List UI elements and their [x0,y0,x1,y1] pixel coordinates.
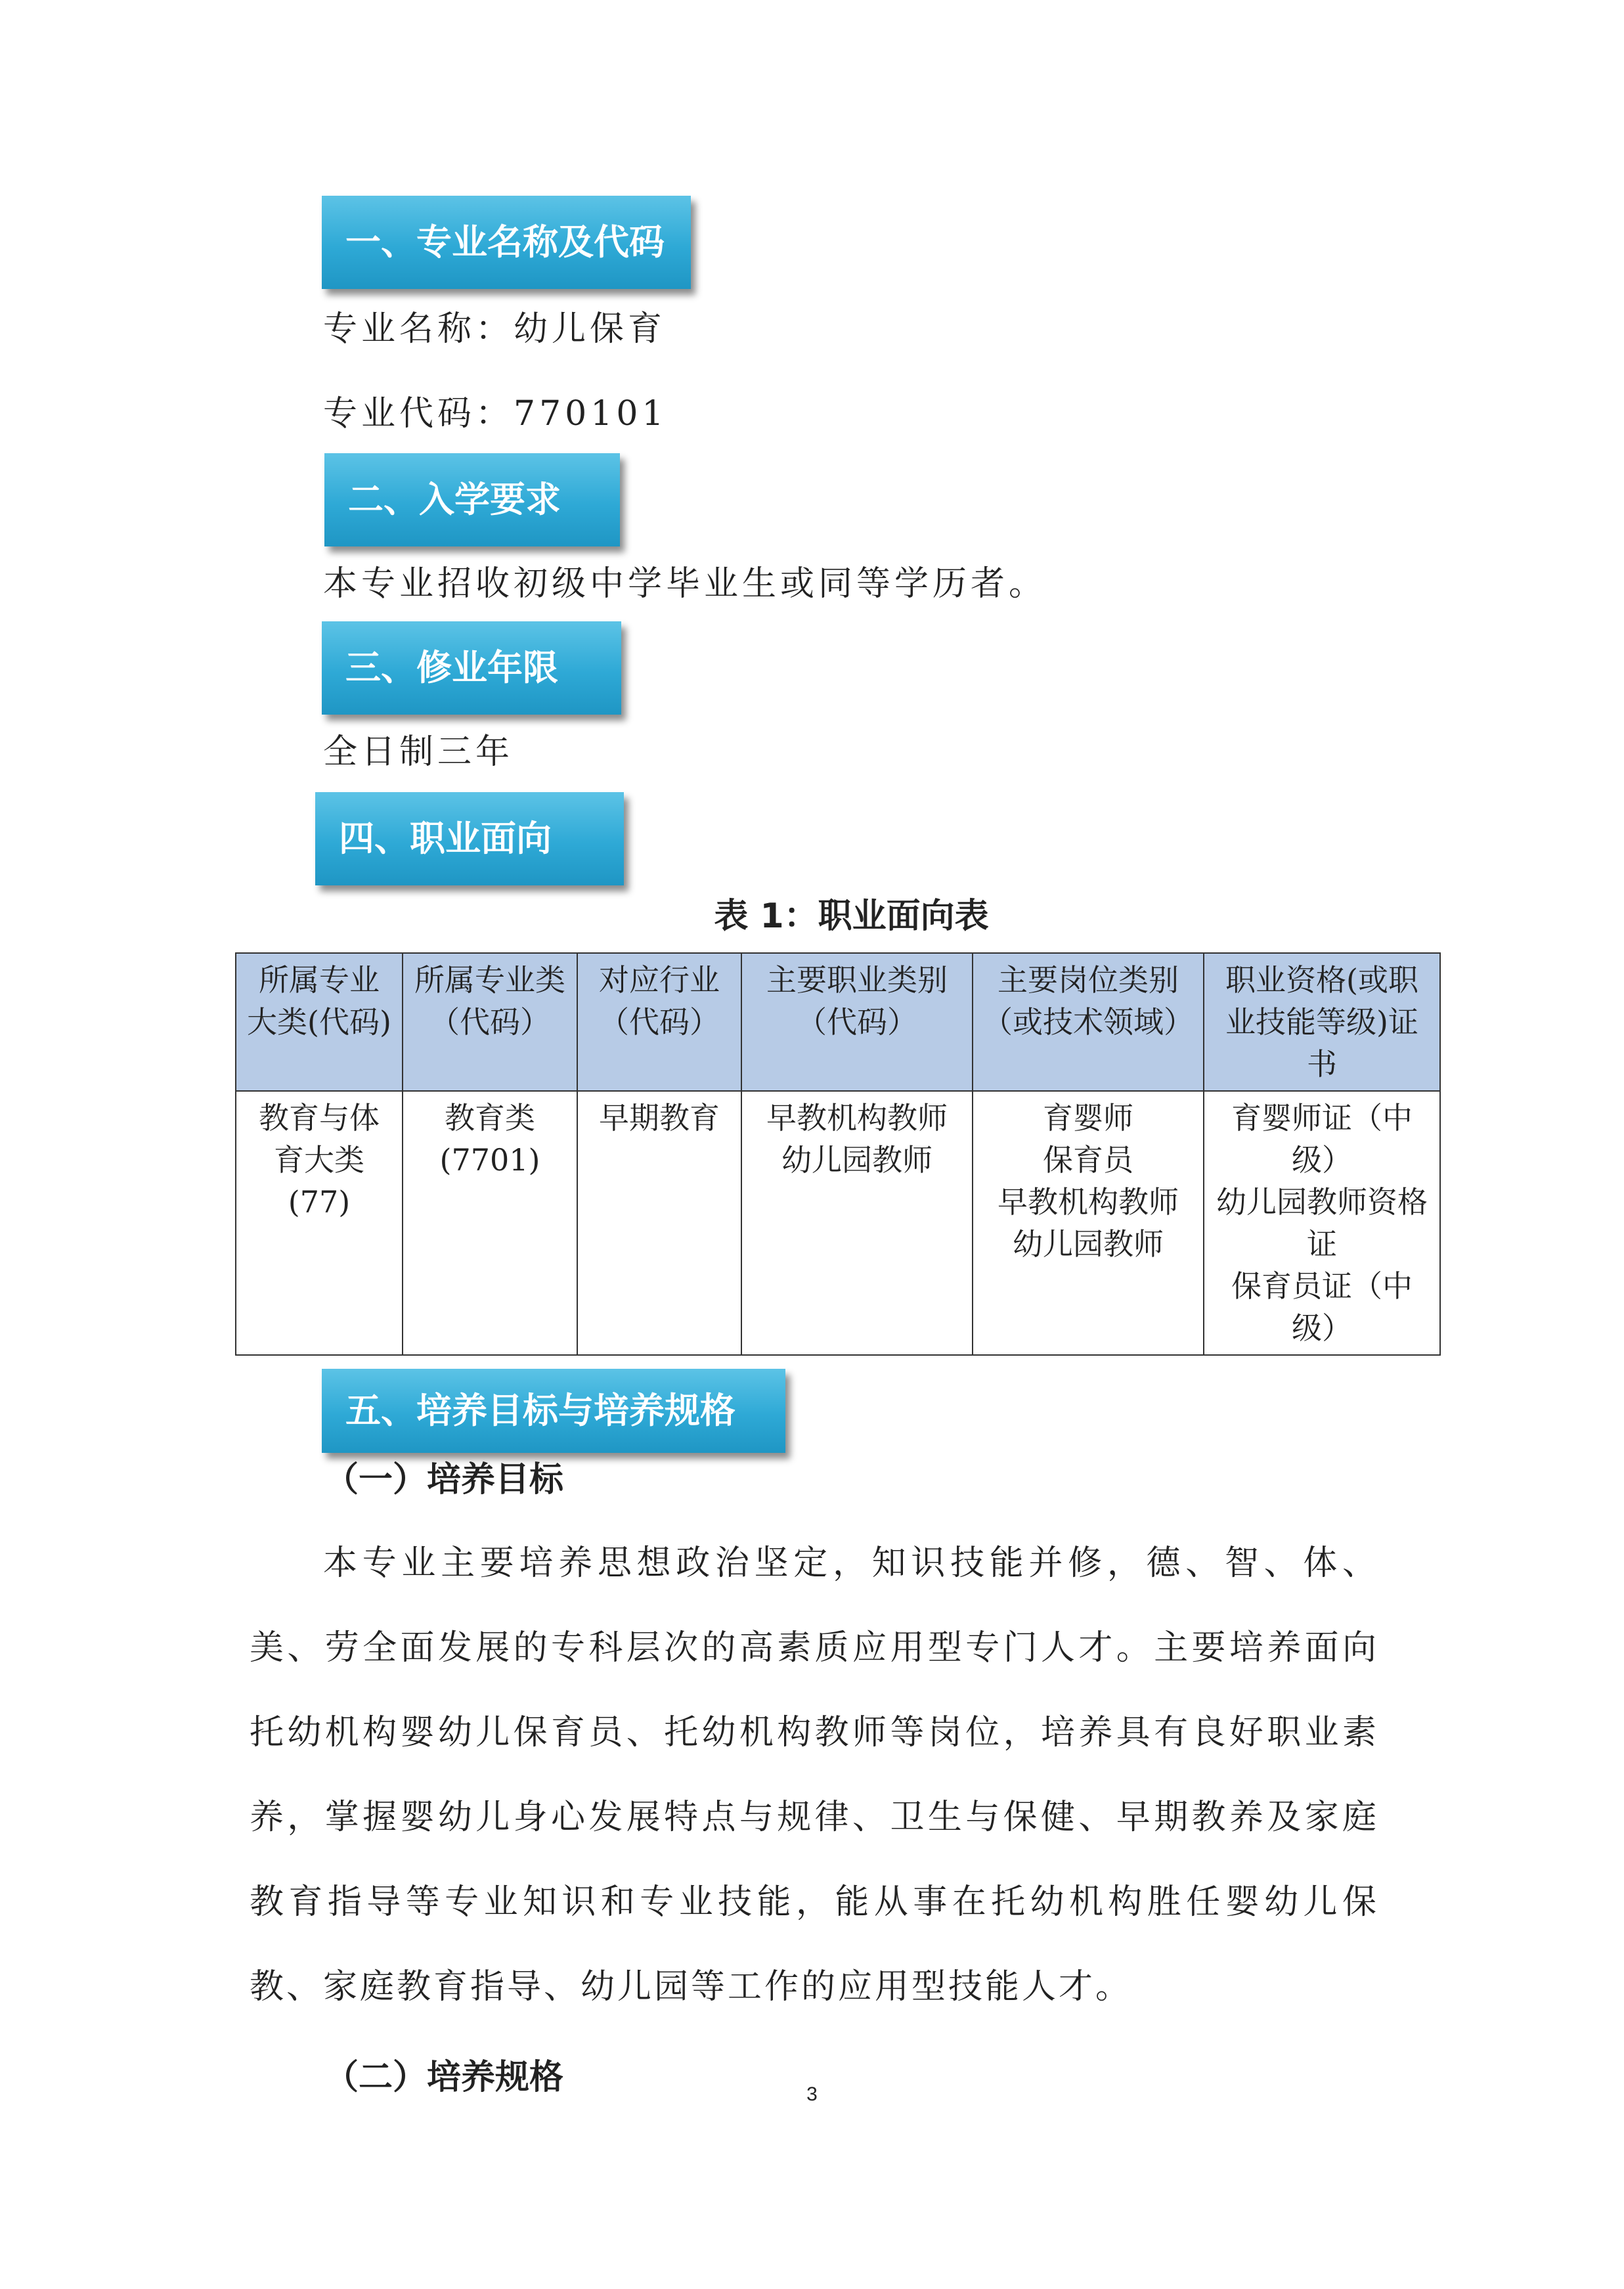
cell-line: (7701) [439,1142,540,1178]
cell-line: 幼儿园教师 [1013,1226,1164,1262]
section-heading-5: 五、培养目标与培养规格 [322,1369,785,1453]
table-caption: 表 1：职业面向表 [714,897,989,936]
page-number: 3 [806,2083,818,2105]
cell-line: 幼儿园教师资格证 [1216,1184,1428,1262]
cell-line: 早教机构教师 [998,1184,1179,1220]
header-cell: 所属专业类（代码） [403,953,577,1091]
cell-line: 教育与体育大类 [259,1100,380,1178]
goals-paragraph [250,1521,1379,2030]
table-cell [1204,1091,1440,1355]
table-cell [577,1091,741,1355]
table-header-row [236,953,1440,1091]
cell-line: 早教机构教师 [766,1100,948,1136]
table-cell [403,1091,577,1355]
section-heading-3: 三、修业年限 [322,621,621,715]
major-name: 专业名称：幼儿保育 [323,309,667,349]
career-table [235,952,1441,1356]
admission-text: 本专业招收初级中学毕业生或同等学历者。 [323,564,1047,604]
cell-line: 育婴师 [1043,1100,1133,1136]
header-cell: 对应行业（代码） [577,953,741,1091]
section-heading-1: 一、专业名称及代码 [322,196,691,289]
table-row [236,1091,1440,1355]
cell-line: 保育员 [1043,1142,1133,1178]
subheading-specs: （二）培养规格 [324,2058,564,2097]
header-cell: 所属专业大类(代码) [236,953,403,1091]
subheading-goals: （一）培养目标 [324,1460,564,1500]
goals-text: 本专业主要培养思想政治坚定，知识技能并修，德、智、体、美、劳全面发展的专科层次的高素质应用型专门人才。主要培养面向托幼机构婴幼儿保育员、托幼机构教师等岗位，培养具有良好职业素养，掌握婴幼儿身心发展特点与规律、卫生与保健、早期教养及家庭教育指导等专业知识和专业技能，能从事在托幼机构胜任婴幼儿保教、家庭教育指导、幼儿园等工作的应用型技能人才。 [250,1544,1379,2007]
table-cell [741,1091,973,1355]
section-heading-4: 四、职业面向 [315,792,624,885]
cell-line: 早期教育 [599,1100,720,1136]
table-cell [973,1091,1204,1355]
cell-line: (77) [288,1184,351,1220]
header-cell: 职业资格(或职业技能等级)证书 [1204,953,1440,1091]
table-cell [236,1091,403,1355]
cell-line: 幼儿园教师 [781,1142,933,1178]
header-cell: 主要岗位类别（或技术领域） [973,953,1204,1091]
duration-text: 全日制三年 [323,732,514,772]
cell-line: 教育类 [445,1100,535,1136]
cell-line: 保育员证（中级） [1231,1268,1413,1346]
header-cell: 主要职业类别（代码） [741,953,973,1091]
major-code: 专业代码：770101 [323,394,668,433]
cell-line: 育婴师证（中级） [1231,1100,1413,1178]
section-heading-2: 二、入学要求 [324,453,620,546]
